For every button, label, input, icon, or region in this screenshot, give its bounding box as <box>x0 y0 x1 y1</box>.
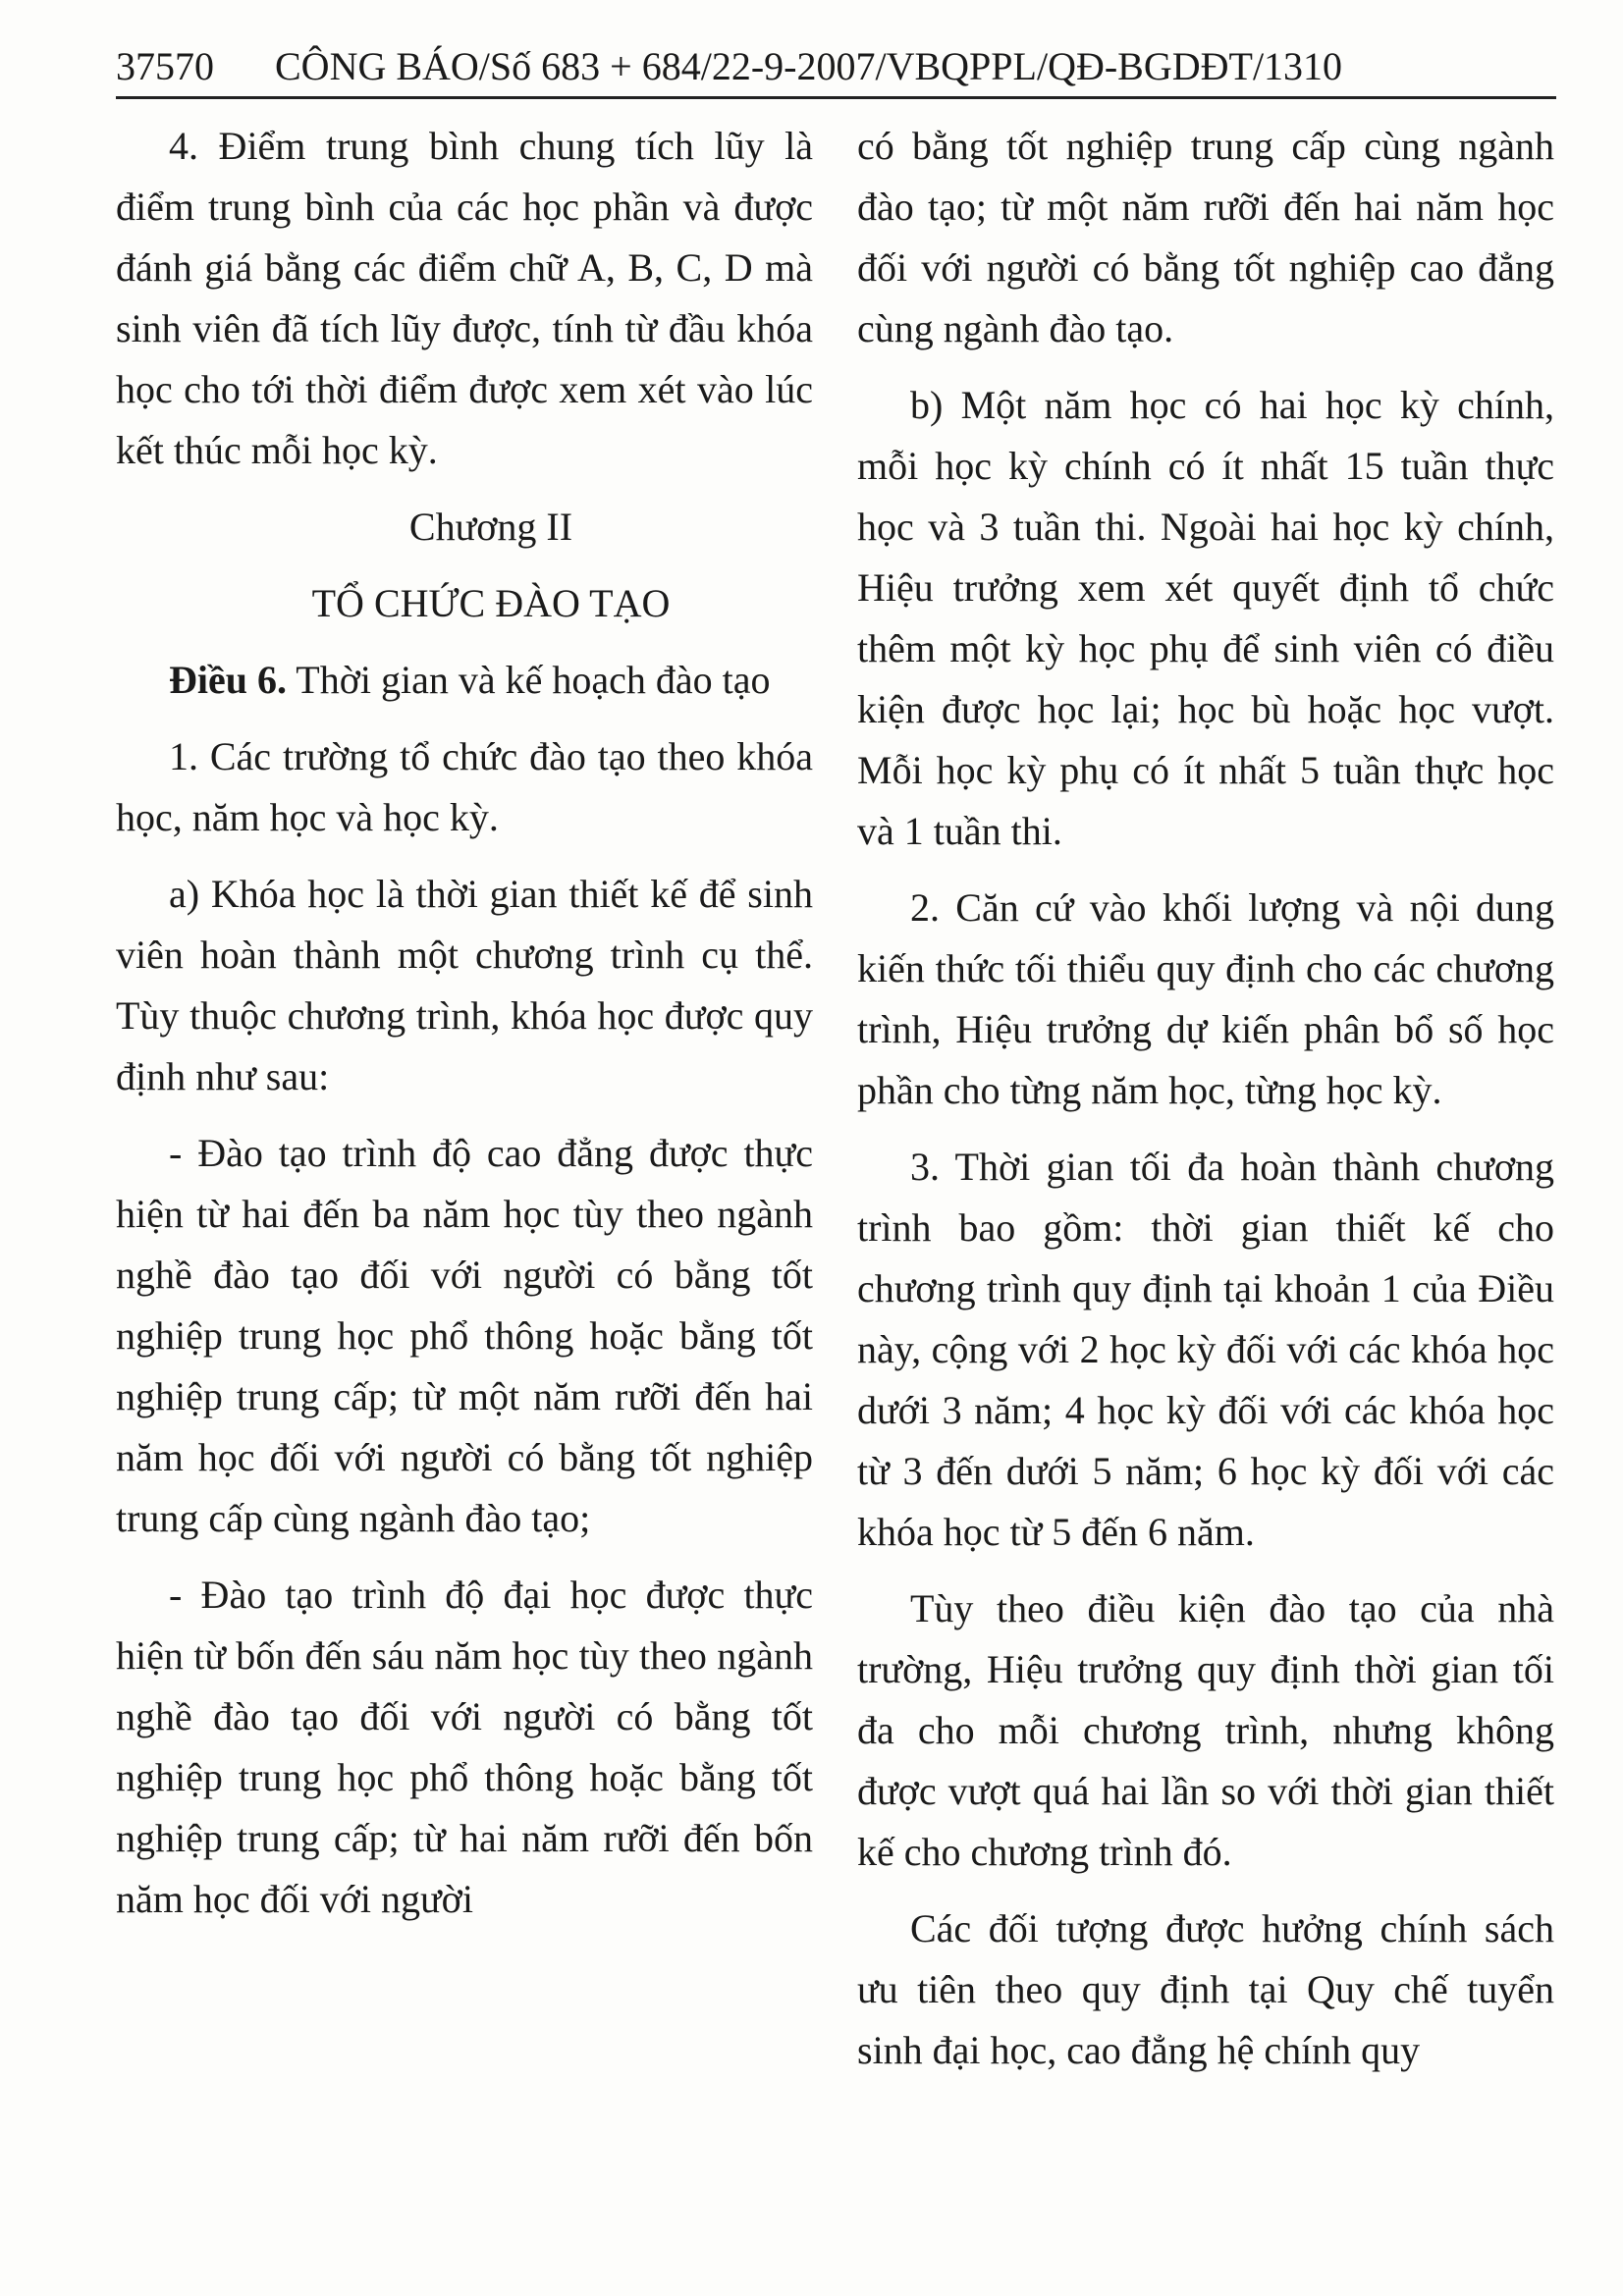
paragraph-point-4: 4. Điểm trung bình chung tích lũy là điểm trung bình của các học phần và được đánh giá bằng các điểm chữ A, B, C, D mà sinh viên đã tích lũy được, tính từ đầu khóa học cho tới thời điểm được xem xét vào lúc kết thúc mỗi học kỳ. <box>116 124 813 472</box>
page-header <box>116 39 1556 94</box>
page-number: 37570 <box>116 44 214 88</box>
left-column <box>116 116 813 1930</box>
gazette-reference: CÔNG BÁO/Số 683 + 684/22-9-2007/VBQPPL/QĐ-BGDĐT/1310 <box>275 44 1343 88</box>
chapter-title: TỔ CHỨC ĐÀO TẠO <box>311 581 671 625</box>
paragraph-item-2: 2. Căn cứ vào khối lượng và nội dung kiến thức tối thiểu quy định cho các chương trình, Hiệu trưởng dự kiến phân bổ số học phần cho từng năm học, từng học kỳ. <box>857 885 1554 1112</box>
header-rule <box>116 96 1556 99</box>
paragraph-college: - Đào tạo trình độ cao đẳng được thực hiện từ hai đến ba năm học tùy theo ngành nghề đào tạo đối với người có bằng tốt nghiệp trung học phổ thông hoặc bằng tốt nghiệp trung cấp; từ một năm rưỡi đến hai năm học đối với người có bằng tốt nghiệp trung cấp cùng ngành đào tạo; <box>116 1131 813 1540</box>
paragraph-priority: Các đối tượng được hưởng chính sách ưu tiên theo quy định tại Quy chế tuyển sinh đại học, cao đẳng hệ chính quy <box>857 1906 1554 2072</box>
paragraph-depending: Tùy theo điều kiện đào tạo của nhà trường, Hiệu trưởng quy định thời gian tối đa cho mỗi chương trình, nhưng không được vượt quá hai lần so với thời gian thiết kế cho chương trình đó. <box>857 1586 1554 1874</box>
paragraph-item-1b: b) Một năm học có hai học kỳ chính, mỗi học kỳ chính có ít nhất 15 tuần thực học và 3 tuần thi. Ngoài hai học kỳ chính, Hiệu trưởng xem xét quyết định tổ chức thêm một kỳ học phụ để sinh viên có điều kiện được học lại; học bù hoặc học vượt. Mỗi học kỳ phụ có ít nhất 5 tuần thực học và 1 tuần thi. <box>857 383 1554 853</box>
paragraph-university: - Đào tạo trình độ đại học được thực hiện từ bốn đến sáu năm học tùy theo ngành nghề đào tạo đối với người có bằng tốt nghiệp trung học phổ thông hoặc bằng tốt nghiệp trung cấp; từ hai năm rưỡi đến bốn năm học đối với người <box>116 1573 813 1921</box>
chapter-label: Chương II <box>408 505 573 549</box>
article-heading <box>116 650 813 711</box>
paragraph-item-1a: a) Khóa học là thời gian thiết kế để sinh viên hoàn thành một chương trình cụ thể. Tùy thuộc chương trình, khóa học được quy định như sau: <box>116 872 813 1098</box>
right-column <box>857 116 1554 2081</box>
paragraph-item-3: 3. Thời gian tối đa hoàn thành chương trình bao gồm: thời gian thiết kế cho chương trình quy định tại khoản 1 của Điều này, cộng với 2 học kỳ đối với các khóa học dưới 3 năm; 4 học kỳ đối với các khóa học từ 3 đến dưới 5 năm; 6 học kỳ đối với các khóa học từ 5 đến 6 năm. <box>857 1145 1554 1554</box>
paragraph-continuation: có bằng tốt nghiệp trung cấp cùng ngành đào tạo; từ một năm rưỡi đến hai năm học đối với người có bằng tốt nghiệp cao đẳng cùng ngành đào tạo. <box>857 124 1554 350</box>
paragraph-item-1: 1. Các trường tổ chức đào tạo theo khóa học, năm học và học kỳ. <box>116 734 813 839</box>
article-label: Điều 6. <box>169 658 287 702</box>
article-title: Thời gian và kế hoạch đào tạo <box>287 658 771 702</box>
